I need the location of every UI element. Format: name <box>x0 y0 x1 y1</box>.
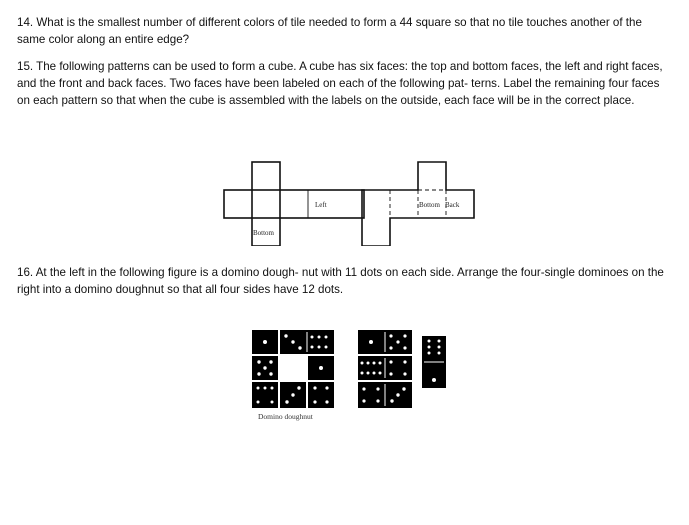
net1-label-bottom: Bottom <box>253 229 275 237</box>
problem-15-text: 15. The following patterns can be used to form a cube. A cube has six faces: the top and bottom faces, the left and right faces, and the front and back faces. Two faces have been labeled on each of the following pat- terns. Label the remaining four faces on each pattern so that when the cube is assembled with the labels on the outside, each face will be in the correct place. <box>17 60 663 108</box>
domino-doughnut <box>252 330 334 408</box>
net2-label-bottom: Bottom <box>419 201 441 209</box>
cube-net-1 <box>224 162 364 246</box>
net2-label-back: Back <box>445 201 460 209</box>
domino-doughnut-caption: Domino doughnut <box>258 412 313 421</box>
net1-label-left: Left <box>315 201 327 209</box>
cube-nets-figure <box>222 160 478 246</box>
problem-14-text: 14. What is the smallest number of different colors of tile needed to form a 44 square so that no tile touches another of the same color along an entire edge? <box>17 16 642 47</box>
problem-16-text: 16. At the left in the following figure is a domino dough- nut with 11 dots on each side. Arrange the four-single dominoes on the right into a domino doughnut so that all four sides have 12 dots. <box>17 266 664 297</box>
single-dominoes <box>358 330 446 408</box>
